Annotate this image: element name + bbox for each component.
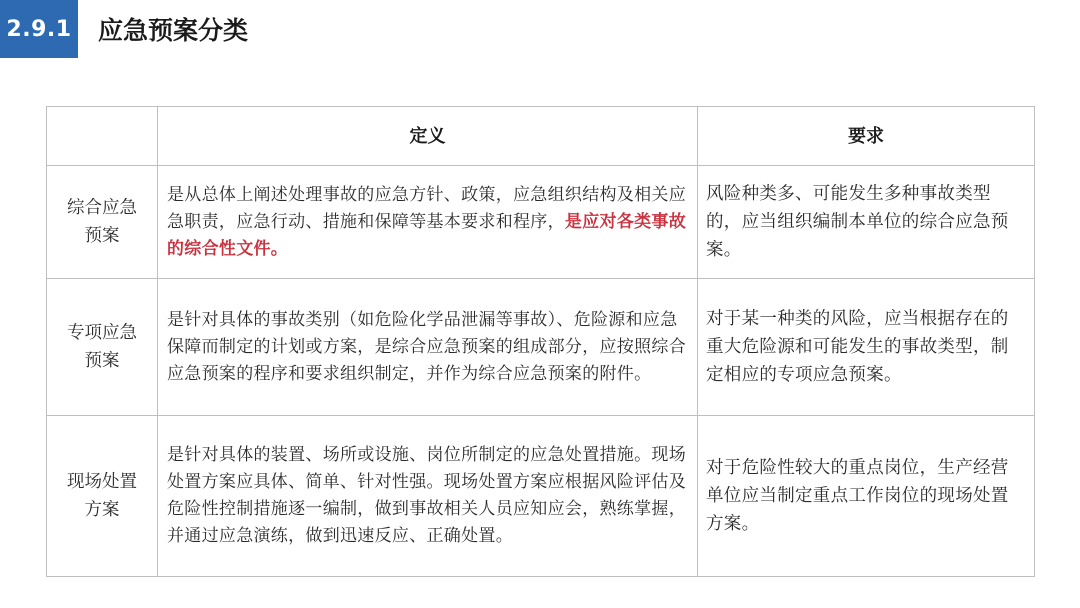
requirement-cell: 对于危险性较大的重点岗位，生产经营单位应当制定重点工作岗位的现场处置方案。	[698, 416, 1035, 577]
definition-text: 是针对具体的事故类别（如危险化学品泄漏等事故）、危险源和应急保障而制定的计划或方案，是综合应急预案的组成部分，应按照综合应急预案的程序和要求组织制定，并作为综合应急预案的附件。	[167, 309, 686, 384]
classification-table	[46, 106, 1035, 577]
category-line: 预案	[84, 226, 120, 246]
category-line: 现场处置	[67, 472, 137, 492]
slide-header	[0, 0, 248, 58]
category-cell	[47, 166, 158, 279]
slide-title: 应急预案分类	[98, 16, 249, 45]
definition-highlight: 是应对各类事故的综合性文件。	[167, 211, 687, 259]
requirement-cell: 风险种类多、可能发生多种事故类型的，应当组织编制本单位的综合应急预案。	[698, 166, 1035, 279]
table-row	[47, 279, 1035, 416]
category-cell	[47, 279, 158, 416]
category-cell	[47, 416, 158, 577]
category-line: 预案	[84, 351, 120, 371]
requirement-cell: 对于某一种类的风险，应当根据存在的重大危险源和可能发生的事故类型，制定相应的专项应急预案。	[698, 279, 1035, 416]
classification-table-container	[46, 106, 1034, 577]
definition-cell	[158, 166, 698, 279]
definition-cell	[158, 416, 698, 577]
category-line: 综合应急	[67, 198, 137, 218]
definition-text: 是从总体上阐述处理事故的应急方针、政策，应急组织结构及相关应急职责，应急行动、措施和保障等基本要求和程序，	[167, 184, 686, 232]
section-number-badge: 2.9.1	[0, 0, 78, 58]
definition-cell	[158, 279, 698, 416]
header-cell-category	[47, 107, 158, 166]
table-row	[47, 416, 1035, 577]
header-cell-requirement: 要求	[698, 107, 1035, 166]
table-header-row	[47, 107, 1035, 166]
category-line: 方案	[84, 500, 120, 520]
table-row	[47, 166, 1035, 279]
category-line: 专项应急	[67, 323, 137, 343]
header-cell-definition: 定义	[158, 107, 698, 166]
definition-text: 是针对具体的装置、场所或设施、岗位所制定的应急处置措施。现场处置方案应具体、简单、针对性强。现场处置方案应根据风险评估及危险性控制措施逐一编制，做到事故相关人员应知应会，熟练掌握，并通过应急演练，做到迅速反应、正确处置。	[167, 445, 686, 546]
